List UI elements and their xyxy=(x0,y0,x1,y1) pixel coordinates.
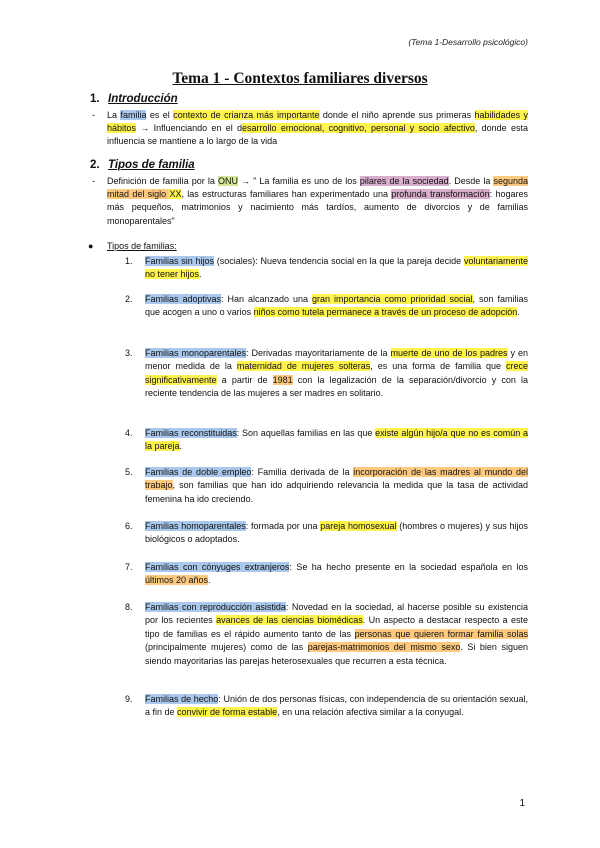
text-run: , es una forma de familia que xyxy=(370,361,506,372)
highlight-yellow: esarrollo emocional, cognitivo, personal y socio afectivo xyxy=(242,123,475,134)
highlight-pink: pilares de la sociedad xyxy=(359,176,449,186)
list-item-number: 6. xyxy=(125,521,133,531)
highlight-yellow: maternidad de mujeres solteras xyxy=(236,361,371,372)
highlight-blue: Familias reconstituidas xyxy=(145,428,237,438)
list-item-text xyxy=(145,520,528,547)
highlight-blue: Familias adoptivas xyxy=(145,294,222,304)
list-item-familias-monoparentales xyxy=(125,347,528,401)
text-run: : Han alcanzado una xyxy=(221,294,313,304)
highlight-green: ONU xyxy=(217,176,238,186)
list-item-number: 4. xyxy=(125,428,133,438)
highlight-yellow: avances de las ciencias biomédicas xyxy=(216,615,363,626)
list-item-familias-reconstituidas xyxy=(125,427,528,454)
highlight-orange: 1981 xyxy=(272,374,293,385)
highlight-pink: profunda transformación xyxy=(391,189,490,200)
text-run: : Derivadas mayoritariamente de la xyxy=(246,348,391,358)
list-item-text xyxy=(145,561,528,588)
list-item-familias-de-hecho xyxy=(125,693,528,720)
list-item-number: 9. xyxy=(125,694,133,704)
intro-text xyxy=(107,109,528,149)
text-run: , las estructuras familiares han experimentado una xyxy=(181,189,392,200)
highlight-orange: segunda mitad del siglo xyxy=(107,176,528,200)
highlight-yellow: habilidades y hábitos xyxy=(107,110,529,134)
text-run: . Si bien siguen siendo mayoritarias las parejas heterosexuales que recurren a esta técnica. xyxy=(145,642,528,666)
highlight-yellow: convivir de forma estable xyxy=(177,707,278,718)
section-heading-introduccion xyxy=(90,93,178,105)
highlight-blue: Familias con cónyuges extranjeros xyxy=(145,562,290,572)
text-run: → " La familia es uno de los xyxy=(237,176,360,186)
text-run: . xyxy=(208,575,211,586)
text-run: : Familia derivada de la xyxy=(251,467,354,477)
definition-paragraph xyxy=(92,175,528,228)
text-run: → Influenciando en el d xyxy=(136,123,243,134)
running-header: (Tema 1-Desarrollo psicológico) xyxy=(408,37,528,47)
highlight-blue: Familias monoparentales xyxy=(145,348,247,358)
text-run: (principalmente mujeres) como de las xyxy=(145,642,308,653)
list-item-text xyxy=(145,293,528,320)
list-item-text xyxy=(145,601,528,668)
text-run: : formada por una xyxy=(245,521,321,531)
text-run: . Desde la xyxy=(448,176,494,186)
highlight-yellow: gran importancia como prioridad social xyxy=(312,294,473,304)
text-run: donde el niño aprende sus primeras xyxy=(319,110,475,120)
dash-marker: - xyxy=(92,176,95,186)
text-run: Definición de familia por la xyxy=(107,176,218,186)
highlight-orange: personas que quieren formar familia solas xyxy=(354,628,528,639)
highlight-orange: incorporación de las madres al mundo del trabajo xyxy=(145,467,529,491)
list-item-familias-reproduccion-asistida xyxy=(125,601,528,668)
text-run: : Son aquellas familias en las que xyxy=(236,428,376,438)
highlight-yellow: crece significativamente xyxy=(145,361,529,385)
highlight-blue: Familias de doble empleo xyxy=(145,467,252,477)
list-item-text xyxy=(145,693,528,720)
highlight-blue: familia xyxy=(120,110,147,120)
text-run: (sociales): Nueva tendencia social en la que la pareja decide xyxy=(214,256,464,266)
list-item-number: 2. xyxy=(125,294,133,304)
types-heading-label: Tipos de familias: xyxy=(107,241,177,251)
text-run: , son familias que acogen a uno o varios xyxy=(145,294,528,318)
highlight-yellow: XX xyxy=(169,189,182,200)
document-title: Tema 1 - Contextos familiares diversos xyxy=(172,70,428,87)
text-run: : Novedad en la sociedad, al hacerse posible su existencia por los recientes xyxy=(145,602,528,626)
bullet-icon: ● xyxy=(88,241,94,251)
list-item-familias-doble-empleo xyxy=(125,466,528,506)
text-run: : Unión de dos personas físicas, con independencia de su orientación sexual, a fin de xyxy=(145,694,528,718)
text-run: . xyxy=(199,269,202,280)
section-number: 2. xyxy=(90,159,100,171)
list-item-number: 7. xyxy=(125,562,133,572)
list-item-text xyxy=(145,347,528,401)
highlight-yellow: pareja homosexual xyxy=(320,521,397,531)
text-run: , son familias que han ido adquiriendo relevancia la medida que la tasa de actividad femenina ha ido creciendo. xyxy=(145,480,528,504)
section-heading-text: Introducción xyxy=(108,93,178,105)
list-item-text xyxy=(145,255,528,282)
text-run: : hogares más pequeños, matrimonios y nacimiento más tardíos, aumento de divorcios y de familias monoparentales" xyxy=(107,189,528,226)
text-run: . xyxy=(517,307,520,318)
section-number: 1. xyxy=(90,93,100,105)
highlight-yellow: muerte de uno de los padres xyxy=(390,348,508,358)
text-run: (hombres o mujeres) y sus hijos biológicos o adoptados. xyxy=(145,521,528,545)
highlight-blue: Familias sin hijos xyxy=(145,256,215,266)
list-item-number: 5. xyxy=(125,467,133,477)
text-run: es el xyxy=(146,110,174,120)
intro-paragraph xyxy=(92,109,528,149)
list-item-text xyxy=(145,427,528,454)
section-heading-text: Tipos de familia xyxy=(108,159,195,171)
text-run: a partir de xyxy=(216,374,273,385)
section-heading-tipos-de-familia xyxy=(90,159,195,171)
highlight-yellow: voluntariamente no tener hijos xyxy=(145,256,528,280)
text-run: La xyxy=(107,110,121,120)
highlight-orange: últimos 20 años xyxy=(145,575,209,586)
highlight-blue: Familias con reproducción asistida xyxy=(145,602,286,612)
highlight-yellow: niños como tutela permanece a través de un proceso de adopción xyxy=(253,307,518,318)
text-run: : Se ha hecho presente en la sociedad española en los xyxy=(289,562,528,572)
text-run: con la legalización de la separación/divorcio y con la reciente tendencia de las mujeres a ser madres en solitario. xyxy=(145,374,529,399)
page-number: 1 xyxy=(519,798,525,809)
highlight-blue: Familias homoparentales xyxy=(145,521,246,531)
list-item-familias-homoparentales xyxy=(125,520,528,547)
highlight-yellow: existe algún hijo/a que no es común a la pareja xyxy=(145,428,528,452)
list-item-familias-conyuges-extranjeros xyxy=(125,561,528,588)
list-item-number: 8. xyxy=(125,602,133,612)
highlight-blue: Familias de hecho xyxy=(145,694,219,704)
list-item-number: 3. xyxy=(125,348,133,358)
text-run: , en una relación afectiva similar a la conyugal. xyxy=(277,707,464,718)
types-bullet-heading xyxy=(88,241,177,251)
list-item-number: 1. xyxy=(125,256,133,266)
highlight-orange: parejas-matrimonios del mismo sexo xyxy=(307,642,461,653)
text-run: y en menor medida de la xyxy=(145,348,528,372)
highlight-yellow: contexto de crianza más importante xyxy=(173,110,320,120)
definition-text xyxy=(107,175,528,228)
list-item-familias-sin-hijos xyxy=(125,255,528,282)
text-run: , donde esta influencia se mantiene a lo largo de la vida xyxy=(107,123,528,147)
list-item-familias-adoptivas xyxy=(125,293,528,320)
list-item-text xyxy=(145,466,528,506)
text-run: . xyxy=(179,441,183,452)
text-run: . Un aspecto a destacar respecto a este tipo de familias es el rápido aumento tanto de las xyxy=(145,615,528,639)
dash-marker: - xyxy=(92,110,95,120)
